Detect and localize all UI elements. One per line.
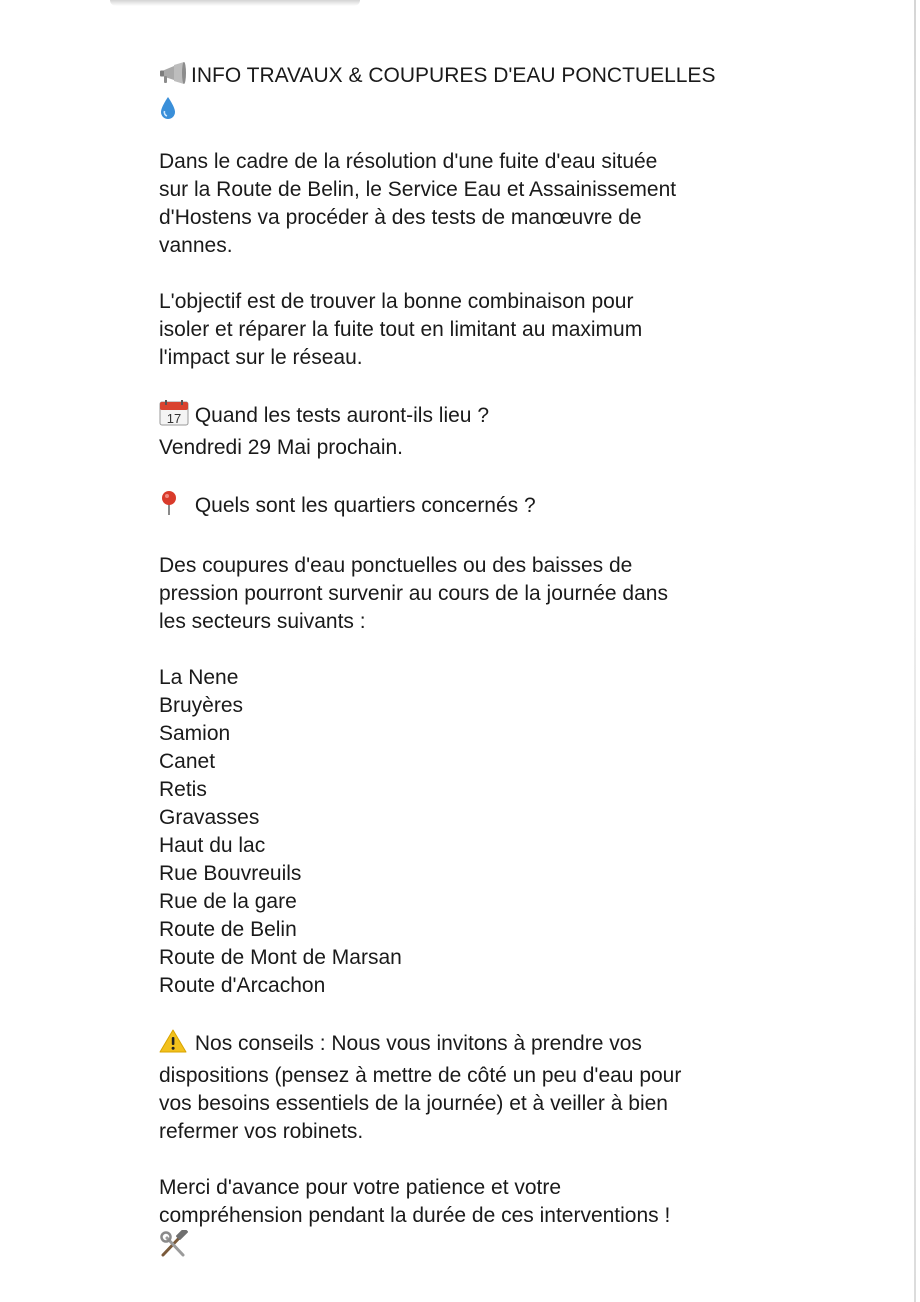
scan-shadow [110,0,360,6]
where-question: Quels sont les quartiers concernés ? [194,494,536,517]
thanks-line: compréhension pendant la durée de ces interventions ! [159,1204,671,1227]
objective-line: l'impact sur le réseau. [159,346,363,369]
title-text: INFO TRAVAUX & COUPURES D'EAU PONCTUELLES [191,64,716,87]
water-drop-icon [159,96,859,120]
when-section [159,400,859,462]
thanks-line: Merci d'avance pour votre patience et votre [159,1176,562,1199]
intro-line: vannes. [159,234,233,257]
impact-line: Des coupures d'eau ponctuelles ou des baisses de [159,554,633,577]
advice-line: vos besoins essentiels de la journée) et à veiller à bien [159,1092,668,1115]
calendar-icon [159,400,189,434]
advice-line: dispositions (pensez à mettre de côté un peu d'eau pour [159,1064,682,1087]
list-item: Gravasses [159,806,260,829]
impact-paragraph [159,552,859,636]
where-section [159,490,859,524]
scan-edge [914,0,916,1302]
list-item: Rue Bouvreuils [159,862,302,885]
impact-line: pression pourront survenir au cours de la journée dans [159,582,668,605]
impact-line: les secteurs suivants : [159,610,366,633]
list-item: Canet [159,750,216,773]
thanks-paragraph [159,1174,859,1266]
when-answer: Vendredi 29 Mai prochain. [159,436,403,459]
notice-title [159,62,859,120]
list-item: Haut du lac [159,834,266,857]
list-item: Route de Mont de Marsan [159,946,402,969]
when-question: Quand les tests auront-ils lieu ? [194,404,489,427]
sector-list [159,664,859,1000]
list-item: Samion [159,722,231,745]
advice-paragraph [159,1028,859,1146]
round-pushpin-icon [159,490,189,524]
advice-line: Nos conseils : Nous vous invitons à prendre vos [194,1032,642,1055]
list-item: Bruyères [159,694,244,717]
objective-line: L'objectif est de trouver la bonne combinaison pour [159,290,634,313]
intro-line: d'Hostens va procéder à des tests de manœuvre de [159,206,642,229]
intro-line: Dans le cadre de la résolution d'une fuite d'eau située [159,150,658,173]
hammer-and-wrench-icon [159,1230,189,1266]
notice-document [159,62,859,1266]
advice-line: refermer vos robinets. [159,1120,364,1143]
list-item: Route d'Arcachon [159,974,326,997]
calendar-day: 17 [166,411,182,426]
list-item: La Nene [159,666,239,689]
warning-icon [159,1028,189,1062]
list-item: Retis [159,778,207,801]
list-item: Route de Belin [159,918,297,941]
intro-line: sur la Route de Belin, le Service Eau et Assainissement [159,178,677,201]
megaphone-icon [159,62,187,94]
list-item: Rue de la gare [159,890,297,913]
intro-paragraph [159,148,859,260]
objective-paragraph [159,288,859,372]
objective-line: isoler et réparer la fuite tout en limitant au maximum [159,318,643,341]
